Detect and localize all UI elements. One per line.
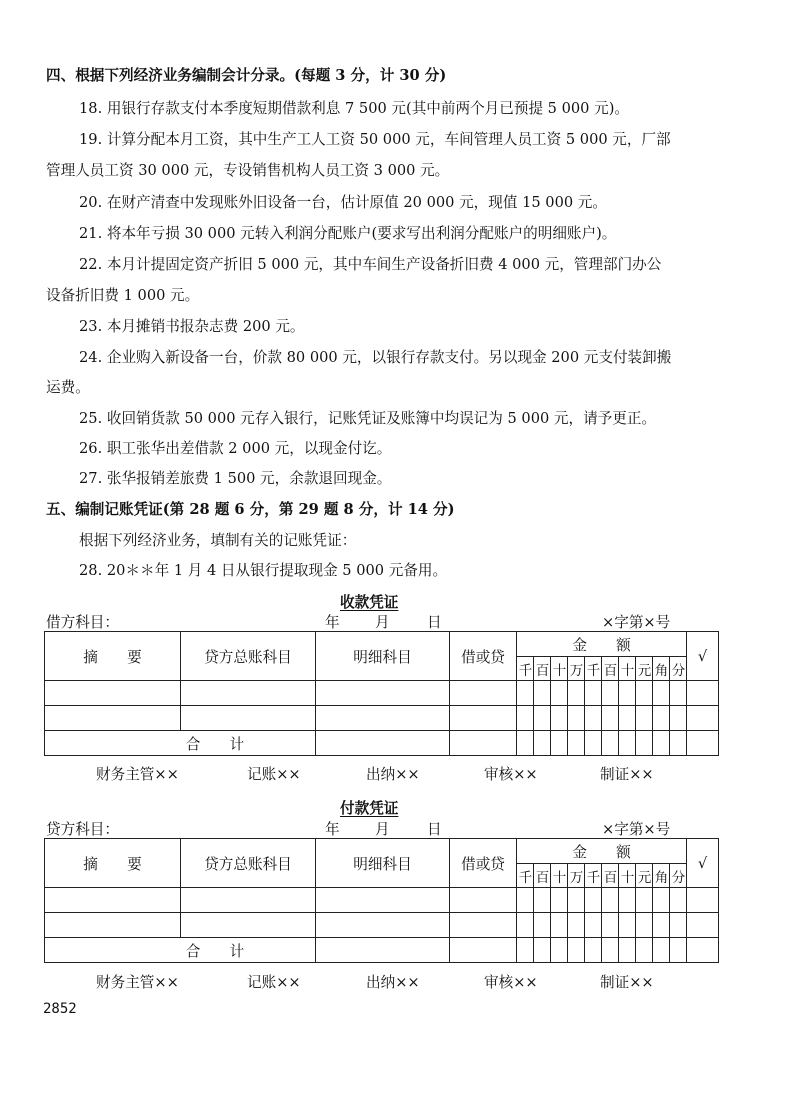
digit-qian: 千 [585, 864, 602, 888]
header-amount: 金 额 [517, 632, 687, 657]
voucher1-number: ×字第×号 [602, 614, 671, 631]
header-detail: 明细科目 [316, 839, 450, 888]
voucher2-account-label: 贷方科目： [46, 821, 119, 838]
voucher2-table [44, 838, 719, 963]
page-number: 2852 [43, 1001, 77, 1017]
voucher2-title: 付款凭证 [340, 800, 399, 817]
digit-wan: 万 [568, 657, 585, 681]
voucher2-number: ×字第×号 [602, 821, 671, 838]
voucher1-table [44, 631, 719, 756]
item-28: 28. 20＊＊年 1 月 4 日从银行提取现金 5 000 元备用。 [79, 562, 448, 579]
sign-bookkeeper: 记账×× [247, 766, 301, 783]
sign-finance-supervisor: 财务主管×× [96, 766, 179, 783]
item-21: 21. 将本年亏损 30 000 元转入利润分配账户(要求写出利润分配账户的明细账户)。 [79, 225, 617, 242]
sign-bookkeeper: 记账×× [247, 974, 301, 991]
header-check: √ [687, 839, 719, 888]
section4-heading: 四、根据下列经济业务编制会计分录。(每题 3 分，计 30 分) [46, 67, 447, 84]
digit-qian: 千 [517, 864, 534, 888]
digit-fen: 分 [670, 864, 687, 888]
sign-finance-supervisor: 财务主管×× [96, 974, 179, 991]
item-24-cont: 运费。 [46, 379, 90, 396]
item-19-cont: 管理人员工资 30 000 元，专设销售机构人员工资 3 000 元。 [46, 162, 450, 179]
section5-intro: 根据下列经济业务，填制有关的记账凭证： [79, 532, 357, 549]
item-20: 20. 在财产清查中发现账外旧设备一台，估计原值 20 000 元，现值 15 000 元。 [79, 194, 607, 211]
digit-wan: 万 [568, 864, 585, 888]
table-row[interactable] [45, 913, 719, 938]
item-24: 24. 企业购入新设备一台，价款 80 000 元，以银行存款支付。另以现金 200 元支付装卸搬 [79, 349, 672, 366]
sign-cashier: 出纳×× [366, 766, 420, 783]
sign-preparer: 制证×× [600, 766, 654, 783]
sign-auditor: 审核×× [484, 974, 538, 991]
voucher1-account-label: 借方科目： [46, 614, 119, 631]
total-row [45, 731, 719, 756]
digit-jiao: 角 [653, 864, 670, 888]
item-25: 25. 收回销货款 50 000 元存入银行，记账凭证及账簿中均误记为 5 000 元，请予更正。 [79, 410, 657, 427]
total-row [45, 938, 719, 963]
header-summary: 摘 要 [45, 839, 181, 888]
total-label: 合 计 [45, 731, 316, 756]
digit-yuan: 元 [636, 864, 653, 888]
voucher1-title: 收款凭证 [340, 594, 399, 611]
table-row[interactable] [45, 706, 719, 731]
table-row[interactable] [45, 888, 719, 913]
item-22-cont: 设备折旧费 1 000 元。 [46, 287, 200, 304]
sign-cashier: 出纳×× [366, 974, 420, 991]
digit-qian: 千 [517, 657, 534, 681]
header-account: 贷方总账科目 [181, 839, 316, 888]
digit-bai: 百 [534, 657, 551, 681]
digit-qian: 千 [585, 657, 602, 681]
voucher2-month: 月 [375, 821, 390, 838]
digit-shi: 十 [551, 657, 568, 681]
table-row[interactable] [45, 681, 719, 706]
section5-heading: 五、编制记账凭证(第 28 题 6 分，第 29 题 8 分，计 14 分) [46, 501, 455, 518]
voucher1-day: 日 [427, 614, 442, 631]
digit-shi: 十 [551, 864, 568, 888]
voucher1-month: 月 [375, 614, 390, 631]
digit-shi: 十 [619, 657, 636, 681]
header-amount: 金 额 [517, 839, 687, 864]
item-22: 22. 本月计提固定资产折旧 5 000 元，其中车间生产设备折旧费 4 000 元，管理部门办公 [79, 256, 662, 273]
sign-preparer: 制证×× [600, 974, 654, 991]
digit-fen: 分 [670, 657, 687, 681]
item-26: 26. 职工张华出差借款 2 000 元，以现金付讫。 [79, 440, 392, 457]
digit-shi: 十 [619, 864, 636, 888]
total-label: 合 计 [45, 938, 316, 963]
voucher2-year: 年 [325, 821, 340, 838]
voucher1-year: 年 [325, 614, 340, 631]
header-debit-credit: 借或贷 [450, 632, 517, 681]
digit-yuan: 元 [636, 657, 653, 681]
item-19: 19. 计算分配本月工资，其中生产工人工资 50 000 元，车间管理人员工资 5 000 元，厂部 [79, 131, 671, 148]
digit-bai: 百 [602, 864, 619, 888]
item-23: 23. 本月摊销书报杂志费 200 元。 [79, 318, 305, 335]
item-27: 27. 张华报销差旅费 1 500 元，余款退回现金。 [79, 470, 392, 487]
digit-bai: 百 [602, 657, 619, 681]
digit-bai: 百 [534, 864, 551, 888]
header-check: √ [687, 632, 719, 681]
voucher2-day: 日 [427, 821, 442, 838]
item-18: 18. 用银行存款支付本季度短期借款利息 7 500 元(其中前两个月已预提 5 000 元)。 [79, 100, 629, 117]
header-summary: 摘 要 [45, 632, 181, 681]
sign-auditor: 审核×× [484, 766, 538, 783]
digit-jiao: 角 [653, 657, 670, 681]
header-account: 贷方总账科目 [181, 632, 316, 681]
header-debit-credit: 借或贷 [450, 839, 517, 888]
header-detail: 明细科目 [316, 632, 450, 681]
